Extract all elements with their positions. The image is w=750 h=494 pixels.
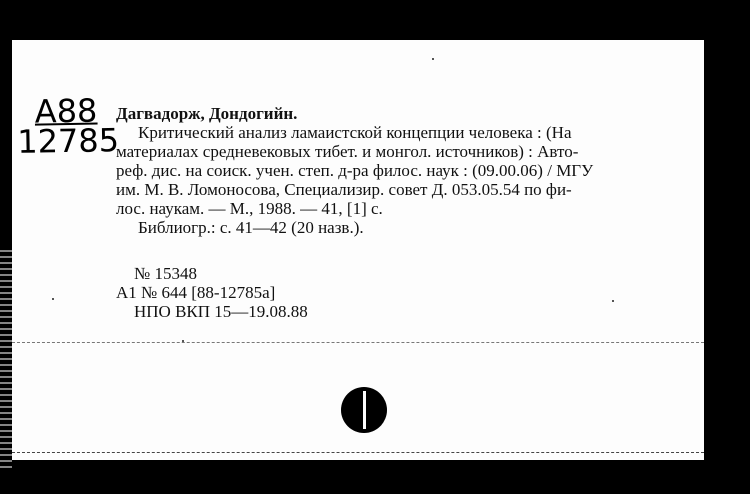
description-line: Критический анализ ламаистской концепции человека : (На [138,123,572,142]
scan-speck [432,58,434,60]
catalog-card [12,40,704,460]
scan-speck [612,300,614,302]
description-paragraph [116,123,696,218]
divider-line [12,342,704,343]
scan-edge-marks [0,250,12,470]
handwritten-shelfmark [16,91,120,161]
description-line: материалах средневековых тибет. и монгол. источников) : Авто- [116,142,579,161]
author-heading: Дагвадорж, Дондогийн. [116,104,298,123]
shelfmark-line-1: A88 [34,91,98,131]
inventory-number: А1 № 644 [88-12785а] [116,283,276,302]
bibliography-note: Библиогр.: с. 41—42 (20 назв.). [138,218,364,237]
record-numbers [116,264,308,321]
registry-line: НПО ВКП 15—19.08.88 [134,302,308,321]
description-line: лос. наукам. — М., 1988. — 41, [1] с. [116,199,383,218]
description-line: реф. дис. на соиск. учен. степ. д-ра филос. наук : (09.00.06) / МГУ [116,161,594,180]
record-number: № 15348 [134,264,197,283]
punch-hole [341,387,387,433]
bottom-divider-line [12,452,704,453]
scan-speck [182,340,184,342]
bibliographic-entry [116,104,696,237]
scan-speck [52,298,54,300]
description-line: им. М. В. Ломоносова, Специализир. совет Д. 053.05.54 по фи- [116,180,572,199]
shelfmark-line-2: 12785 [16,121,120,161]
